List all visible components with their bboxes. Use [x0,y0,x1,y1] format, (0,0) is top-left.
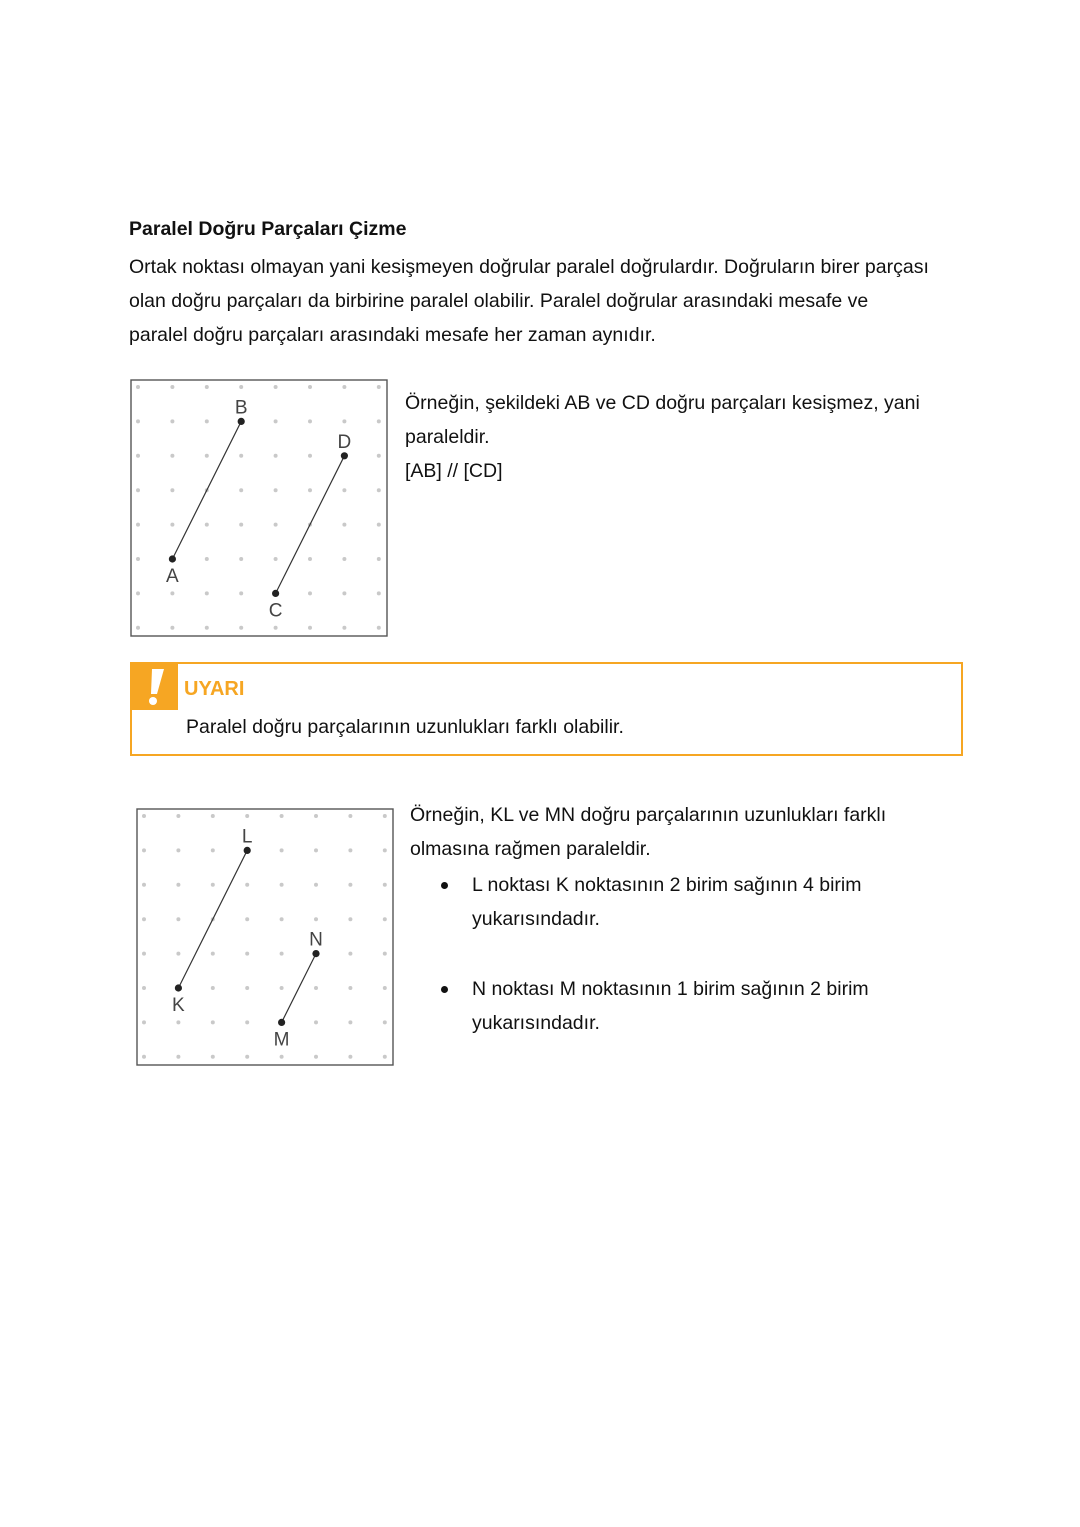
bullet-list [441,868,941,1040]
grid-dot [308,385,312,389]
grid-dot [342,557,346,561]
grid-dot [211,883,215,887]
grid-dot [314,814,318,818]
grid-dot [280,848,284,852]
grid-dot [274,523,278,527]
grid-dot [348,952,352,956]
grid-dot [142,848,146,852]
grid-dot [342,591,346,595]
grid-dot [377,488,381,492]
grid-dot [245,986,249,990]
grid-dot [205,523,209,527]
grid-dot [245,814,249,818]
grid-dot [280,1055,284,1059]
grid-dot [274,488,278,492]
grid-dot [383,814,387,818]
grid-dot [239,626,243,630]
grid-frame [137,809,393,1065]
grid-dot [377,591,381,595]
grid-dot [308,591,312,595]
dot-grid-svg [136,808,394,1066]
point-label-A: A [166,566,179,587]
bullet-dot [441,882,448,889]
dot-grid-figure-ab-cd [130,379,388,637]
grid-dot [280,883,284,887]
grid-dot [377,454,381,458]
grid-dot [205,419,209,423]
point-K [175,984,182,991]
grid-dot [142,1055,146,1059]
grid-dot [211,1020,215,1024]
grid-dot [136,385,140,389]
list-item [441,868,941,936]
grid-dot [280,986,284,990]
grid-dot [205,557,209,561]
example2-line: olmasına rağmen paraleldir. [410,838,651,860]
point-label-L: L [241,826,253,848]
grid-dot [176,1020,180,1024]
grid-dot [176,1055,180,1059]
point-label-D: D [337,431,352,453]
point-L [244,847,251,854]
intro-paragraph [129,250,969,352]
grid-dot [142,883,146,887]
grid-dot [245,917,249,921]
grid-dot [136,626,140,630]
grid-dot [239,454,243,458]
warning-flag [132,664,178,710]
warning-text: Paralel doğru parçalarının uzunlukları farklı olabilir. [186,716,624,738]
warning-title: UYARI [184,678,245,700]
parallel-notation: [AB] // [CD] [405,460,503,482]
grid-dot [383,848,387,852]
grid-dot [383,1055,387,1059]
grid-dot [274,385,278,389]
grid-dot [211,986,215,990]
point-B [238,418,245,425]
bullet-line: yukarısındadır. [472,1012,600,1034]
grid-dot [142,1020,146,1024]
grid-dot [274,557,278,561]
grid-dot [136,557,140,561]
grid-dot [170,454,174,458]
warning-box [130,662,963,756]
point-C [272,590,279,597]
point-label-K: K [172,995,185,1016]
grid-dot [176,814,180,818]
grid-dot [348,1020,352,1024]
grid-dot [377,385,381,389]
point-M [278,1019,285,1026]
grid-dot [176,883,180,887]
grid-dot [170,626,174,630]
grid-dot [136,523,140,527]
bullet-dot [441,986,448,993]
grid-dot [342,626,346,630]
point-D [341,452,348,459]
example2-text [410,798,970,866]
point-N [312,950,319,957]
point-label-M: M [273,1029,290,1051]
grid-dot [280,952,284,956]
point-label-B: B [234,397,248,419]
grid-dot [383,986,387,990]
grid-dot [274,454,278,458]
grid-dot [239,557,243,561]
grid-dot [383,917,387,921]
grid-dot [308,488,312,492]
grid-dot [308,419,312,423]
bullet-line: N noktası M noktasının 1 birim sağının 2 birim [472,978,869,1000]
grid-dot [136,454,140,458]
grid-dot [205,385,209,389]
grid-dot [377,557,381,561]
grid-dot [280,917,284,921]
intro-line: Ortak noktası olmayan yani kesişmeyen doğrular paralel doğrulardır. Doğruların birer parçası [129,256,929,278]
grid-dot [383,952,387,956]
grid-dot [136,488,140,492]
grid-dot [170,419,174,423]
grid-dot [342,523,346,527]
grid-dot [142,952,146,956]
intro-line: olan doğru parçaları da birbirine paralel olabilir. Paralel doğrular arasındaki mesafe ve [129,290,869,312]
grid-dot [377,626,381,630]
grid-dot [136,419,140,423]
grid-dot [205,454,209,458]
grid-dot [245,952,249,956]
grid-dot [348,848,352,852]
point-label-C: C [268,600,283,622]
grid-dot [308,454,312,458]
grid-dot [170,488,174,492]
example1-text [405,386,965,488]
grid-dot [314,848,318,852]
grid-dot [342,488,346,492]
grid-dot [377,419,381,423]
grid-dot [211,1055,215,1059]
grid-frame [131,380,387,636]
grid-dot [245,1020,249,1024]
grid-dot [136,591,140,595]
grid-dot [308,557,312,561]
grid-dot [274,626,278,630]
grid-dot [170,591,174,595]
grid-dot [176,952,180,956]
grid-dot [314,1055,318,1059]
grid-dot [211,952,215,956]
grid-dot [377,523,381,527]
grid-dot [348,1055,352,1059]
section-title: Paralel Doğru Parçaları Çizme [129,218,407,240]
grid-dot [314,986,318,990]
grid-dot [348,917,352,921]
dot-grid-figure-kl-mn [136,808,394,1066]
bullet-line: L noktası K noktasının 2 birim sağının 4 birim [472,874,862,896]
grid-dot [142,986,146,990]
point-label-N: N [309,929,323,951]
grid-dot [205,591,209,595]
grid-dot [314,883,318,887]
grid-dot [274,419,278,423]
exclamation-icon [142,667,168,707]
grid-dot [239,385,243,389]
grid-dot [245,883,249,887]
grid-dot [383,883,387,887]
grid-dot [239,488,243,492]
grid-dot [142,917,146,921]
grid-dot [342,385,346,389]
grid-dot [176,848,180,852]
grid-dot [308,626,312,630]
dot-grid-svg [130,379,388,637]
intro-line: paralel doğru parçaları arasındaki mesafe her zaman aynıdır. [129,324,656,346]
grid-dot [245,1055,249,1059]
grid-dot [383,1020,387,1024]
grid-dot [348,883,352,887]
grid-dot [170,523,174,527]
example1-line: Örneğin, şekildeki AB ve CD doğru parçaları kesişmez, yani [405,392,920,414]
grid-dot [142,814,146,818]
grid-dot [348,814,352,818]
grid-dot [314,1020,318,1024]
grid-dot [211,848,215,852]
grid-dot [176,917,180,921]
grid-dot [280,814,284,818]
list-item [441,972,941,1040]
grid-dot [239,591,243,595]
grid-dot [342,419,346,423]
grid-dot [211,814,215,818]
bullet-line: yukarısındadır. [472,908,600,930]
grid-dot [205,626,209,630]
grid-dot [314,917,318,921]
point-A [169,555,176,562]
grid-dot [239,523,243,527]
example1-line: paraleldir. [405,426,490,448]
grid-dot [170,385,174,389]
grid-dot [348,986,352,990]
example2-line: Örneğin, KL ve MN doğru parçalarının uzunlukları farklı [410,804,887,826]
